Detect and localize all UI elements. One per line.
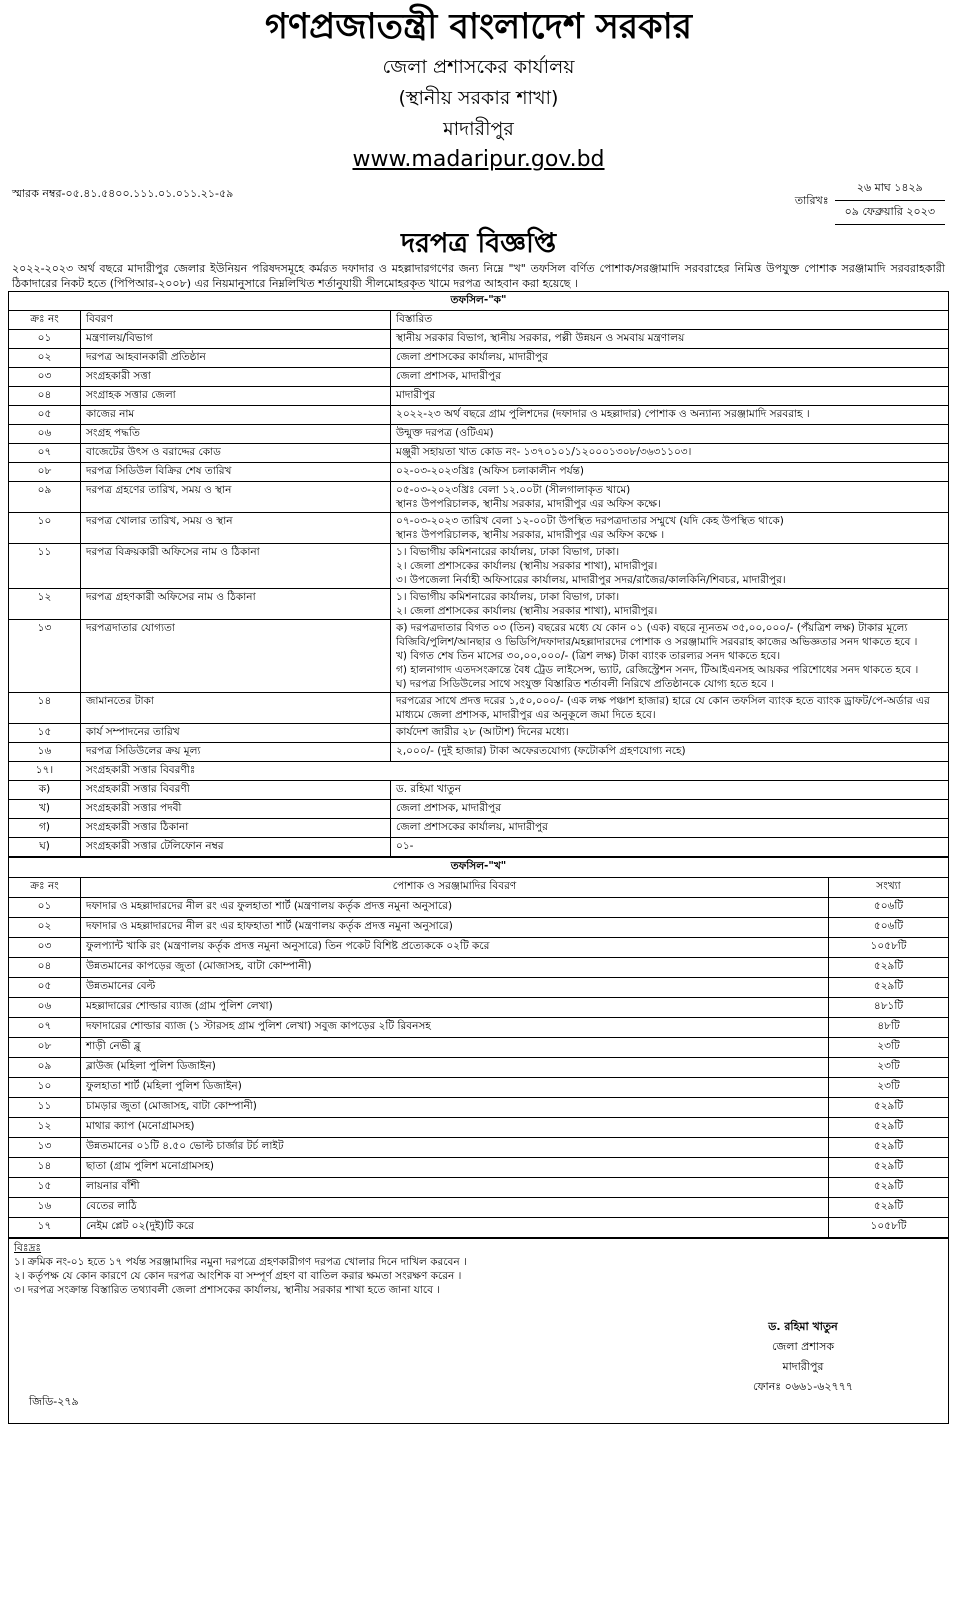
branch-name: (স্থানীয় সরকার শাখা) [398,87,559,109]
note-item: ৩। দরপত্র সংক্রান্ত বিস্তারিত তথ্যাবলী জেলা প্রশাসকের কার্যালয়, স্থানীয় সরকার শাখা হতে জানা যাবে । [14,1284,441,1296]
table-row [9,425,949,444]
table-row [9,589,949,620]
detail-line: ঘ) দরপত্র সিডিউলের সাথে সংযুক্ত বিস্তারিত শর্তাবলী নিরিখে প্রতিষ্ঠানকে যোগ্য হতে হবে । [396,678,774,690]
table-row [9,998,949,1018]
table-row [9,1058,949,1078]
row-details [391,544,949,589]
detail-line: ০৭-০৩-২০২৩ তারিখ বেলা ১২-০০টা উপস্থিত দরপত্রদাতার সম্মুখে (যদি কেহ উপস্থিত থাকে) [396,515,784,527]
detail-line: জেলা প্রশাসকের কার্যালয়, মাদারীপুর [396,351,548,363]
table-row [9,463,949,482]
row-item: দরপত্র বিক্রয়কারী অফিসের নাম ও ঠিকানা [81,544,391,589]
row-number: ১২ [9,589,81,620]
schedule-kha-table [8,857,949,1238]
table-row [9,1218,949,1238]
signature-block [703,1317,903,1397]
row-details [391,349,949,368]
row-item: দরপত্র সিডিউল বিক্রির শেষ তারিখ [81,463,391,482]
row-quantity: ৫২৯টি [829,1158,949,1178]
row-number: ক) [9,781,81,800]
row-item: দরপত্র খোলার তারিখ, সময় ও স্থান [81,513,391,544]
row-item: সংগ্রহকারী সত্তার ঠিকানা [81,819,391,838]
row-number: ০৪ [9,958,81,978]
table-row [9,743,949,762]
table-row [9,800,949,819]
website-link[interactable]: www.madaripur.gov.bd [352,147,605,172]
table-row [9,387,949,406]
detail-line: ০২-০৩-২০২৩খ্রিঃ (অফিস চলাকালীন পর্যন্ত) [396,465,584,477]
row-number: ০১ [9,898,81,918]
detail-line: দরপত্রের সাথে প্রদত্ত দরের ১,৫০,০০০/- (এক লক্ষ পঞ্চাশ হাজার) হারে যে কোন তফসিল ব্যাংক হতে ব্যাংক ড্রাফট/পে-অর্ডার এর মাধ্যমে জেলা প্রশাসক, মাদারীপুর এর অনুকূলে জমা দিতে হবে। [396,695,930,721]
table-row [9,1118,949,1138]
row-item: সংগ্রহকারী সত্তা [81,368,391,387]
row-details [391,482,949,513]
row-number: ১১ [9,544,81,589]
row-number: ০৬ [9,425,81,444]
row-details [391,368,949,387]
row-quantity: ৫২৯টি [829,1198,949,1218]
row-number: ১১ [9,1098,81,1118]
notes-list [14,1255,943,1297]
row-item: জামানতের টাকা [81,693,391,724]
date-bengali: ২৬ মাঘ ১৪২৯ [835,177,945,201]
detail-line: ২,০০০/- (দুই হাজার) টাকা অফেরতযোগ্য (ফটোকপি গ্রহণযোগ্য নহে) [396,745,686,757]
row-number: ০৯ [9,1058,81,1078]
table-row [9,693,949,724]
table-row [9,513,949,544]
row-item: বাজেটের উৎস ও বরাদ্দের কোড [81,444,391,463]
row-item: সংগ্রাহক সত্তার জেলা [81,387,391,406]
row-description: লায়নার বাঁশী [81,1178,829,1198]
row-item: দরপত্রদাতার যোগ্যতা [81,620,391,693]
row-description: দফাদার ও মহল্লাদারদের নীল রং এর ফুলহাতা শার্ট (মন্ত্রণালয় কর্তৃক প্রদত্ত নমুনা অনুসারে) [81,898,829,918]
row-quantity: ৫০৬টি [829,918,949,938]
detail-line: মঞ্জুরী সহায়তা খাত কোড নং- ১৩৭০১০১/১২০০০১৩০৮/৩৬৩১১০৩। [396,446,692,458]
row-number: ১৪ [9,693,81,724]
row-number: গ) [9,819,81,838]
row-number: ০১ [9,330,81,349]
detail-line: খ) বিগত শেষ তিন মাসের ৩০,০০,০০০/- (ত্রিশ লক্ষ) টাকা ব্যাংক তারল্যর সনদ থাকতে হবে। [396,650,781,662]
memo-row [8,175,949,227]
row-details [391,444,949,463]
schedule-ka-title-row [9,292,949,311]
row-item: দরপত্র গ্রহণের তারিখ, সময় ও স্থান [81,482,391,513]
row-number: ১৬ [9,743,81,762]
schedule-kha-header-row [9,878,949,898]
row-quantity: ২৩টি [829,1078,949,1098]
detail-line: গ) হালনাগাদ এতদসংক্রান্তে বৈধ ট্রেড লাইসেন্স, ভ্যাট, রেজিস্ট্রেশন সনদ, টিআইএনসহ আয়কর পরিশোধের সনদ থাকতে হবে । [396,664,919,676]
memo-date [795,177,945,225]
detail-line: ক) দরপত্রদাতার বিগত ০৩ (তিন) বছরের মধ্যে যে কোন ০১ (এক) বছরে ন্যূনতম ৩৫,০০,০০০/- (পঁয়ত্রিশ লক্ষ) টাকার মূল্যে বিজিবি/পুলিশ/আনছার ও ভিডিপি/দফাদার/মহল্লাদারদের পোশাক ও সরঞ্জামাদি সরবরাহ কাজের অভিজ্ঞতার সনদ থাকতে হবে । [396,622,918,648]
row-description: নেইম প্লেট ০২(দুই)টি করে [81,1218,829,1238]
row-description: মাথার ক্যাপ (মনোগ্রামসহ) [81,1118,829,1138]
detail-line: ৩। উপজেলা নির্বাহী অফিসারের কার্যালয়, মাদারীপুর সদর/রাজৈর/কালকিনি/শিবচর, মাদারীপুর। [396,574,786,586]
row-item: দরপত্র সিডিউলের ক্রয় মূল্য [81,743,391,762]
row-number: ০৪ [9,387,81,406]
note-item: ১। ক্রমিক নং-০১ হতে ১৭ পর্যন্ত সরঞ্জামাদির নমুনা দরপত্রে গ্রহণকারীগণ দরপত্র খোলার দিনে দাখিল করবেন । [14,1256,467,1268]
table-row [9,368,949,387]
row-quantity: ৫০৬টি [829,898,949,918]
row-description: দফাদার ও মহল্লাদারদের নীল রং এর হাফহাতা শার্ট (মন্ত্রণালয় কর্তৃক প্রদত্ত নমুনা অনুসারে) [81,918,829,938]
row-details: ড. রহিমা খাতুন [391,781,949,800]
table-row [9,1198,949,1218]
detail-line: ০৫-০৩-২০২৩খ্রিঃ বেলা ১২.০০টা (সীলগালাকৃত খামে) [396,484,631,496]
table-row [9,330,949,349]
table-row [9,444,949,463]
row-quantity: ৪৮১টি [829,998,949,1018]
row-quantity: ৫২৯টি [829,978,949,998]
row-quantity: ১০৫৮টি [829,1218,949,1238]
schedule-ka-title: তফসিল-"ক" [9,292,949,311]
row-number: ১৩ [9,620,81,693]
row-item: সংগ্রহকারী সত্তার পদবী [81,800,391,819]
detail-line: মাদারীপুর [396,389,436,401]
row-details: জেলা প্রশাসক, মাদারীপুর [391,800,949,819]
detail-line: ২। জেলা প্রশাসকের কার্যালয় (স্থানীয় সরকার শাখা), মাদারীপুর। [396,605,658,617]
table-row [9,938,949,958]
row-number: ০৮ [9,463,81,482]
row-number: ১০ [9,513,81,544]
table-row [9,898,949,918]
row-description: চামড়ার জুতা (মোজাসহ, বাটা কোম্পানী) [81,1098,829,1118]
table-row [9,918,949,938]
signatory-name: ড. রহিমা খাতুন [768,1320,838,1333]
row-quantity: ৪৮টি [829,1018,949,1038]
col-header-no: ক্রঃ নং [9,311,81,330]
row-number: ১৫ [9,1178,81,1198]
row-details [391,513,949,544]
row-item: সংগ্রহকারী সত্তার বিবরণী [81,781,391,800]
date-values [835,177,945,225]
detail-line: ১। বিভাগীয় কমিশনারের কার্যালয়, ঢাকা বিভাগ, ঢাকা। [396,546,620,558]
district-name: মাদারীপুর [443,118,514,140]
row-item: সংগ্রহ পদ্ধতি [81,425,391,444]
col-header-qty: সংখ্যা [829,878,949,898]
schedule-kha-title-row [9,858,949,878]
table-row [9,1078,949,1098]
row-number: ০৩ [9,368,81,387]
table-row [9,838,949,857]
row-quantity: ৫২৯টি [829,1178,949,1198]
date-label: তারিখঃ [794,193,829,207]
row-details: ০১- [391,838,949,857]
notes-table [8,1238,949,1424]
row-details [391,693,949,724]
schedule-kha-title: তফসিল-"খ" [9,858,949,878]
row-description: ফুলহাতা শার্ট (মহিলা পুলিশ ডিজাইন) [81,1078,829,1098]
col-header-item: বিবরণ [81,311,391,330]
signatory-designation: জেলা প্রশাসক [771,1340,835,1353]
row-number: খ) [9,800,81,819]
row-number: ১২ [9,1118,81,1138]
col-header-desc: পোশাক ও সরঞ্জামাদির বিবরণ [81,878,829,898]
table-row [9,406,949,425]
row-number: ঘ) [9,838,81,857]
table-row [9,958,949,978]
row-quantity: ১০৫৮টি [829,938,949,958]
table-row [9,482,949,513]
detail-line: স্থানঃ উপপরিচালক, স্থানীয় সরকার, মাদারীপুর এর অফিস কক্ষে। [396,498,661,510]
table-row [9,724,949,743]
row-number: ০৬ [9,998,81,1018]
schedule-ka-table [8,291,949,857]
row-details [391,743,949,762]
detail-line: উন্মুক্ত দরপত্র (ওটিএম) [396,427,494,439]
row-item: দরপত্র আহবানকারী প্রতিষ্ঠান [81,349,391,368]
office-name: জেলা প্রশাসকের কার্যালয় [382,56,575,78]
row-details [391,724,949,743]
row-number: ০৩ [9,938,81,958]
signatory-phone: ফোনঃ ০৬৬১-৬২৭৭৭ [753,1380,853,1393]
row-number: ১৭। [9,762,81,781]
row-description: উন্নতমানের বেল্ট [81,978,829,998]
government-title: গণপ্রজাতন্ত্রী বাংলাদেশ সরকার [265,7,692,47]
detail-line: ২০২২-২৩ অর্থ বছরে গ্রাম পুলিশদের (দফাদার ও মহল্লাদার) পোশাক ও অন্যান্য সরঞ্জামাদি সরবরাহ । [396,408,810,420]
col-header-details: বিস্তারিত [391,311,949,330]
detail-line: কার্যদেশ জারীর ২৮ (আটাশ) দিনের মধ্যে। [396,726,569,738]
detail-line: ২। জেলা প্রশাসকের কার্যালয় (স্থানীয় সরকার শাখা), মাদারীপুর। [396,560,658,572]
row-quantity: ২৩টি [829,1038,949,1058]
row-quantity: ৫২৯টি [829,1098,949,1118]
row-details [391,589,949,620]
row-item: কাজের নাম [81,406,391,425]
row-number: ০৭ [9,444,81,463]
row-quantity: ৫২৯টি [829,1118,949,1138]
row-item: দরপত্র গ্রহণকারী অফিসের নাম ও ঠিকানা [81,589,391,620]
row-item: সংগ্রহকারী সত্তার বিবরণীঃ [81,762,949,781]
table-row [9,1098,949,1118]
detail-line: ১। বিভাগীয় কমিশনারের কার্যালয়, ঢাকা বিভাগ, ঢাকা। [396,591,620,603]
table-row [9,1038,949,1058]
row-description: ছাতা (গ্রাম পুলিশ মনোগ্রামসহ) [81,1158,829,1178]
table-row [9,349,949,368]
table-row [9,544,949,589]
intro-paragraph: ২০২২-২০২৩ অর্থ বছরে মাদারীপুর জেলার ইউনিয়ন পরিষদসমূহে কর্মরত দফাদার ও মহল্লাদারগণের জন্য নিম্নে "খ" তফসিল বর্ণিত পোশাক/সরঞ্জামাদি সরবরাহের নিমিত্ত উপযুক্ত পোশাক সরঞ্জামাদি সরবরাহকারী ঠিকাদারের নিকট হতে (পিপিআর-২০০৮) এর নিয়মানুসারে নিম্নলিখিত শর্তানুযায়ী সীলমোহরকৃত খামে দরপত্র আহবান করা হয়েছে । [12,262,945,290]
table-row [9,762,949,781]
row-item: মন্ত্রণালয়/বিভাগ [81,330,391,349]
row-description: ফুলপ্যান্ট খাকি রং (মন্ত্রণালয় কর্তৃক প্রদত্ত নমুনা অনুসারে) তিন পকেট বিশিষ্ট প্রত্যেককে ০২টি করে [81,938,829,958]
row-description: শাড়ী নেভী ব্লু [81,1038,829,1058]
detail-line: স্থানীয় সরকার বিভাগ, স্থানীয় সরকার, পল্লী উন্নয়ন ও সমবায় মন্ত্রণালয় [396,332,685,344]
row-description: দফাদারের শোল্ডার ব্যাজ (১ স্টারসহ গ্রাম পুলিশ লেখা) সবুজ কাপড়ের ২টি রিবনসহ [81,1018,829,1038]
row-details [391,425,949,444]
row-quantity: ৫২৯টি [829,958,949,978]
table-row [9,819,949,838]
row-number: ১০ [9,1078,81,1098]
row-number: ০৫ [9,978,81,998]
table-row [9,1018,949,1038]
row-number: ০২ [9,349,81,368]
row-number: ০২ [9,918,81,938]
table-row [9,1158,949,1178]
notice-title: দরপত্র বিজ্ঞপ্তি [400,228,557,259]
row-quantity: ৫২৯টি [829,1138,949,1158]
row-number: ০৫ [9,406,81,425]
table-row [9,978,949,998]
letterhead [8,0,949,175]
row-details [391,406,949,425]
schedule-ka-header-row [9,311,949,330]
table-row [9,620,949,693]
table-row [9,1138,949,1158]
note-item: ২। কর্তৃপক্ষ যে কোন কারণে যে কোন দরপত্র আংশিক বা সম্পূর্ণ গ্রহণ বা বাতিল করার ক্ষমতা সংরক্ষণ করেন । [14,1270,462,1282]
notes-cell [9,1239,949,1424]
row-number: ১৪ [9,1158,81,1178]
row-description: উন্নতমানের ০১টি ৪.৫০ ভোল্ট চার্জার টর্চ লাইট [81,1138,829,1158]
table-row [9,781,949,800]
row-details [391,387,949,406]
row-details [391,330,949,349]
memo-number: স্মারক নম্বর-০৫.৪১.৫৪০০.১১১.০১.০১১.২১-৫৯ [12,187,234,200]
row-number: ১৭ [9,1218,81,1238]
row-number: ১৩ [9,1138,81,1158]
row-number: ১৫ [9,724,81,743]
row-description: মহল্লাদারের শোল্ডার ব্যাজ (গ্রাম পুলিশ লেখা) [81,998,829,1018]
row-details: জেলা প্রশাসকের কার্যালয়, মাদারীপুর [391,819,949,838]
row-description: ব্লাউজ (মহিলা পুলিশ ডিজাইন) [81,1058,829,1078]
row-number: ০৯ [9,482,81,513]
row-quantity: ২৩টি [829,1058,949,1078]
detail-line: জেলা প্রশাসক, মাদারীপুর [396,370,502,382]
col-header-no: ক্রঃ নং [9,878,81,898]
table-row [9,1178,949,1198]
date-gregorian: ০৯ ফেব্রুয়ারি ২০২৩ [835,201,945,225]
row-item: কার্য সম্পাদনের তারিখ [81,724,391,743]
row-number: ১৬ [9,1198,81,1218]
row-details [391,620,949,693]
row-number: ০৮ [9,1038,81,1058]
notes-title: বিঃদ্রঃ [14,1242,42,1254]
row-details [391,463,949,482]
row-item: সংগ্রহকারী সত্তার টেলিফোন নম্বর [81,838,391,857]
gd-number: জিডি-২৭৯ [29,1395,79,1408]
detail-line: স্থানঃ উপপরিচালক, স্থানীয় সরকার, মাদারীপুর এর অফিস কক্ষে । [396,529,665,541]
row-description: বেতের লাঠি [81,1198,829,1218]
row-number: ০৭ [9,1018,81,1038]
row-description: উন্নতমানের কাপড়ের জুতা (মোজাসহ, বাটা কোম্পানী) [81,958,829,978]
signatory-place: মাদারীপুর [782,1360,824,1373]
